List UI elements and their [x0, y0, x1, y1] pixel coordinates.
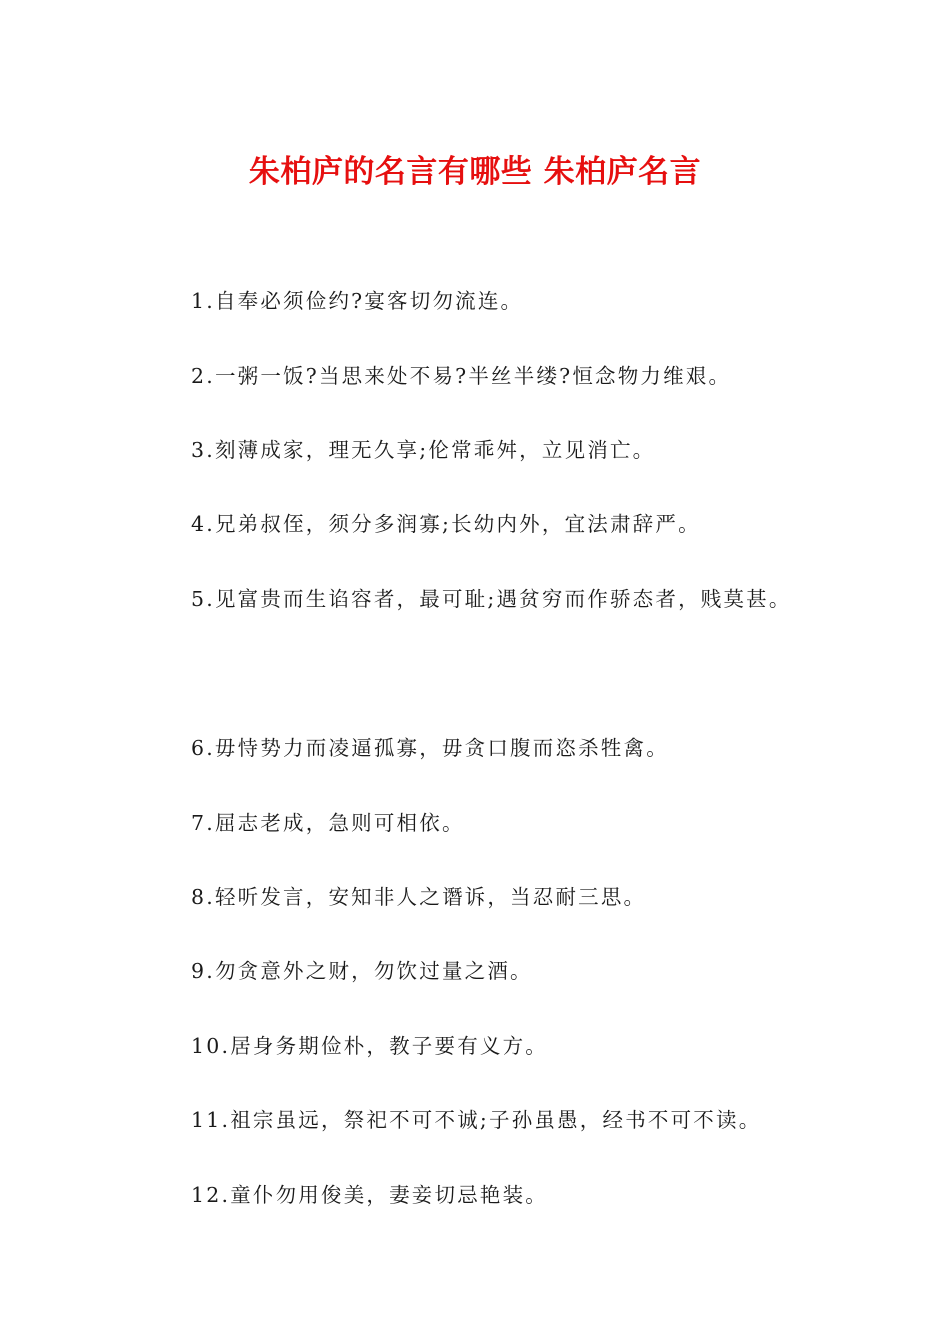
quote-line: 2.一粥一饭?当思来处不易?半丝半缕?恒念物力维艰。: [191, 364, 732, 388]
quote-line: 3.刻薄成家，理无久享;伦常乖舛，立见消亡。: [191, 438, 656, 462]
quote-line: 8.轻听发言，安知非人之谮诉，当忍耐三思。: [191, 885, 647, 909]
quote-line: 10.居身务期俭朴，教子要有义方。: [191, 1034, 549, 1058]
quote-line: 4.兄弟叔侄，须分多润寡;长幼内外，宜法肃辞严。: [191, 512, 701, 536]
quote-line: 7.屈志老成，急则可相依。: [191, 811, 465, 835]
quote-line: 5.见富贵而生谄容者，最可耻;遇贫穷而作骄态者，贱莫甚。: [191, 587, 792, 611]
page-title: 朱柏庐的名言有哪些 朱柏庐名言: [248, 154, 702, 190]
quote-line: 12.童仆勿用俊美，妻妾切忌艳装。: [191, 1183, 549, 1207]
quote-line: 9.勿贪意外之财，勿饮过量之酒。: [191, 959, 533, 983]
quote-line: 1.自奉必须俭约?宴客切勿流连。: [191, 289, 524, 313]
quote-line: 6.毋恃势力而凌逼孤寡，毋贪口腹而恣杀牲禽。: [191, 736, 669, 760]
quote-line: 11.祖宗虽远，祭祀不可不诚;子孙虽愚，经书不可不读。: [191, 1108, 762, 1132]
